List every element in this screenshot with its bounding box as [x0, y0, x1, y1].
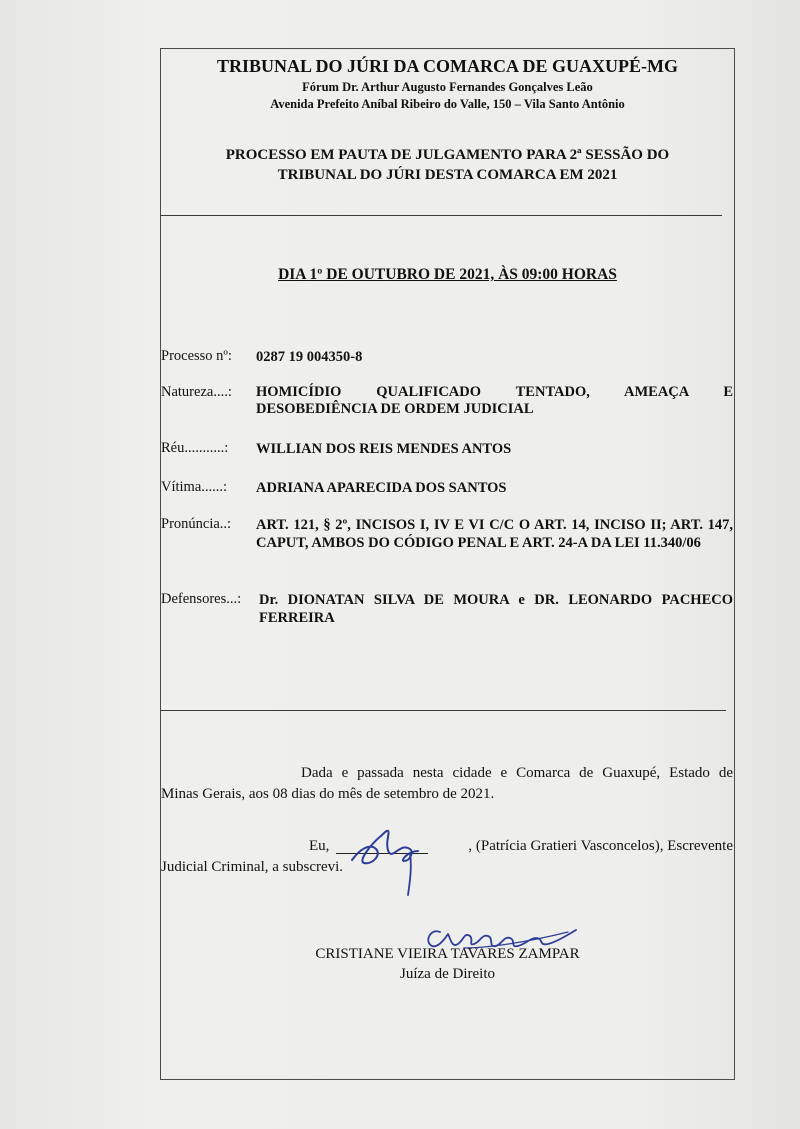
- closing-paragraph: [161, 763, 733, 805]
- signatory-title: Juíza de Direito: [400, 966, 495, 982]
- field-defensores-label: Defensores...:: [161, 591, 242, 607]
- divider-top: [160, 215, 722, 216]
- closing-line-1: Dada e passada nesta cidade e Comarca de Guaxupé, Estado de: [301, 765, 733, 781]
- field-processo: [161, 348, 733, 368]
- forum-name: Fórum Dr. Arthur Augusto Fernandes Gonçalves Leão: [302, 80, 593, 94]
- session-date-wrap: [160, 266, 735, 284]
- field-reu: [161, 440, 733, 460]
- field-pronuncia: [161, 516, 733, 576]
- court-title: TRIBUNAL DO JÚRI DA COMARCA DE GUAXUPÉ-MG: [216, 56, 678, 76]
- signatory-name: CRISTIANE VIEIRA TAVARES ZAMPAR: [315, 946, 580, 962]
- field-natureza: [161, 384, 733, 424]
- field-natureza-label: Natureza....:: [161, 384, 232, 400]
- scribe-line-1: [161, 836, 733, 857]
- scribe-eu: Eu,: [309, 838, 330, 854]
- scribe-line-2: Judicial Criminal, a subscrevi.: [161, 859, 344, 875]
- field-natureza-value: HOMICÍDIO QUALIFICADO TENTADO, AMEAÇA E DESOBEDIÊNCIA DE ORDEM JUDICIAL: [256, 384, 733, 417]
- field-vitima: [161, 479, 733, 499]
- field-processo-value: 0287 19 004350-8: [256, 349, 363, 365]
- court-address: Avenida Prefeito Aníbal Ribeiro do Valle, 150 – Vila Santo Antônio: [270, 97, 625, 111]
- field-defensores-value: Dr. DIONATAN SILVA DE MOURA e DR. LEONARDO PACHECO FERREIRA: [259, 592, 733, 626]
- field-pronuncia-value: ART. 121, § 2º, INCISOS I, IV E VI C/C O ART. 14, INCISO II; ART. 147, CAPUT, AMBOS DO CÓDIGO PENAL E ART. 24-A DA LEI 11.340/06: [256, 517, 733, 551]
- scribe-suffix: , (Patrícia Gratieri Vasconcelos), Escrevente: [468, 838, 733, 854]
- pauta-line-1: PROCESSO EM PAUTA DE JULGAMENTO PARA 2ª SESSÃO DO: [225, 147, 670, 163]
- pauta-heading: [160, 145, 735, 185]
- field-reu-label: Réu...........:: [161, 440, 229, 456]
- closing-line-2: Minas Gerais, aos 08 dias do mês de setembro de 2021.: [161, 786, 495, 802]
- field-processo-label: Processo nº:: [161, 348, 232, 364]
- field-pronuncia-label: Pronúncia..:: [161, 516, 232, 532]
- field-vitima-value: ADRIANA APARECIDA DOS SANTOS: [256, 480, 507, 496]
- session-date: DIA 1º DE OUTUBRO DE 2021, ÀS 09:00 HORAS: [278, 266, 617, 283]
- field-reu-value: WILLIAN DOS REIS MENDES ANTOS: [256, 441, 512, 457]
- scribe-signature-icon: [330, 815, 440, 900]
- scribe-paragraph: [161, 836, 733, 878]
- field-defensores: [161, 591, 733, 631]
- field-vitima-label: Vítima......:: [161, 479, 228, 495]
- divider-bottom: [160, 710, 726, 711]
- pauta-line-2: TRIBUNAL DO JÚRI DESTA COMARCA EM 2021: [277, 167, 618, 183]
